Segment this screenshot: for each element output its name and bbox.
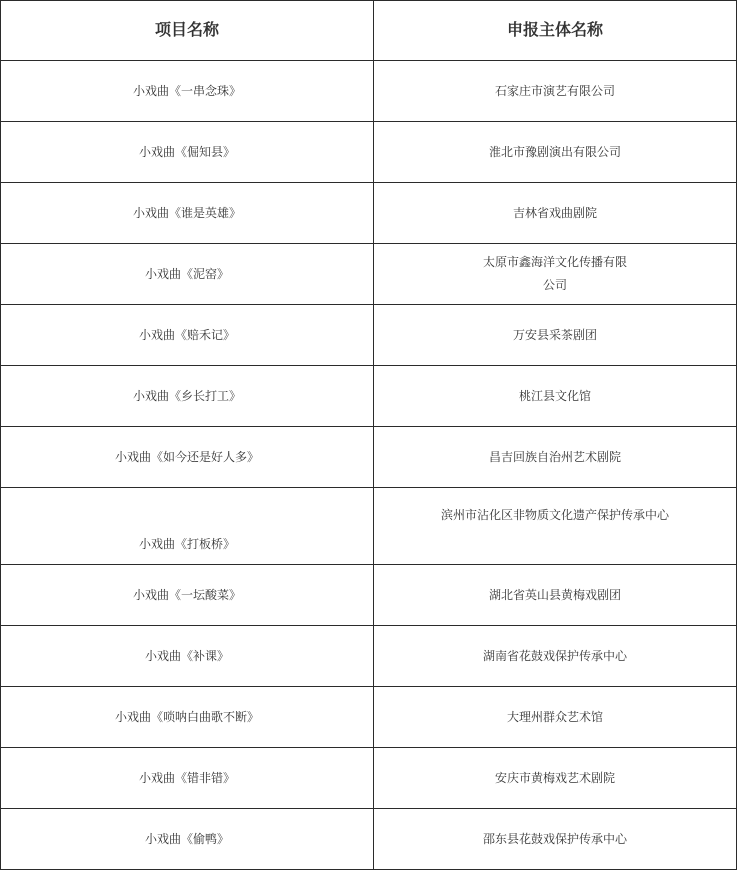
applicant-cell: 吉林省戏曲剧院 <box>374 183 737 244</box>
applicant-cell: 湖北省英山县黄梅戏剧团 <box>374 565 737 626</box>
project-cell: 小戏曲《补课》 <box>1 626 374 687</box>
table-row <box>1 748 737 809</box>
applicant-cell: 大理州群众艺术馆 <box>374 687 737 748</box>
table-row <box>1 183 737 244</box>
header-applicant-name: 申报主体名称 <box>374 1 737 61</box>
table-row <box>1 488 737 565</box>
project-cell: 小戏曲《乡长打工》 <box>1 366 374 427</box>
table-row <box>1 305 737 366</box>
project-cell: 小戏曲《谁是英雄》 <box>1 183 374 244</box>
project-cell: 小戏曲《打板桥》 <box>1 488 374 565</box>
applicant-cell: 桃江县文化馆 <box>374 366 737 427</box>
header-project-name: 项目名称 <box>1 1 374 61</box>
project-cell: 小戏曲《赔禾记》 <box>1 305 374 366</box>
table-row <box>1 626 737 687</box>
applicant-text: 太原市鑫海洋文化传播有限公司 <box>482 255 627 292</box>
applicant-cell: 邵东县花鼓戏保护传承中心 <box>374 809 737 870</box>
table-row <box>1 244 737 305</box>
table-row <box>1 122 737 183</box>
project-cell: 小戏曲《泥窑》 <box>1 244 374 305</box>
project-cell: 小戏曲《唢呐白曲歌不断》 <box>1 687 374 748</box>
applicant-cell: 安庆市黄梅戏艺术剧院 <box>374 748 737 809</box>
table-header-row <box>1 1 737 61</box>
table-row <box>1 366 737 427</box>
applicant-cell: 湖南省花鼓戏保护传承中心 <box>374 626 737 687</box>
project-cell: 小戏曲《错非错》 <box>1 748 374 809</box>
project-cell: 小戏曲《一坛酸菜》 <box>1 565 374 626</box>
table-row <box>1 687 737 748</box>
project-cell: 小戏曲《一串念珠》 <box>1 61 374 122</box>
project-cell: 小戏曲《偷鸭》 <box>1 809 374 870</box>
applicant-cell: 淮北市豫剧演出有限公司 <box>374 122 737 183</box>
applicant-cell <box>374 244 737 305</box>
project-cell: 小戏曲《如今还是好人多》 <box>1 427 374 488</box>
applicant-cell: 昌吉回族自治州艺术剧院 <box>374 427 737 488</box>
applicant-cell: 万安县采茶剧团 <box>374 305 737 366</box>
table-row <box>1 427 737 488</box>
table-row <box>1 61 737 122</box>
project-cell: 小戏曲《倔知县》 <box>1 122 374 183</box>
applicant-cell: 滨州市沾化区非物质文化遗产保护传承中心 <box>374 488 737 565</box>
table-row <box>1 565 737 626</box>
applicant-cell: 石家庄市演艺有限公司 <box>374 61 737 122</box>
table-row <box>1 809 737 870</box>
